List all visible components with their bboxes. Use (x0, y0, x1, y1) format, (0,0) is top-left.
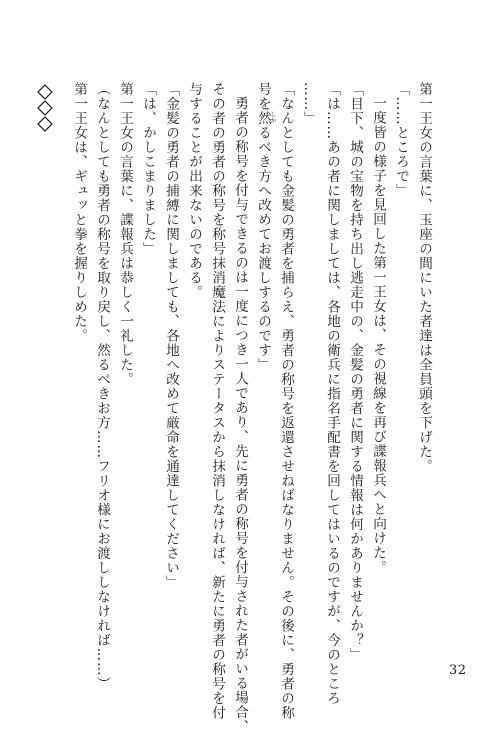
section-break-diamonds-icon (37, 84, 53, 132)
text-line-16: 第一王女は、ギュッと拳を握りしめた。 (71, 82, 87, 343)
text-line-13: 「は、かしこまりました」 (140, 82, 156, 256)
text-line-9: 勇者の称号を付与できるのは一度につき一人であり、先に勇者の称号を付与された者がいる場合、 (232, 96, 248, 734)
text-line-3: 一度皆の様子を見回した第一王女は、その視線を再び諜報兵へと向けた。 (370, 96, 386, 575)
text-line-10: その者の勇者の称号を称号抹消魔法によりステータスから抹消しなければ、新たに勇者の称号を付 (209, 82, 225, 720)
text-line-8: 号を然るべき方へ改めてお渡しするのです」 (255, 82, 271, 372)
text-line-5: 「は……あの者に関しましては、各地の衛兵に指名手配書を回してはいるのですが、今のところ (324, 82, 340, 706)
text-line-7: 「なんとしても金髪の勇者を捕らえ、勇者の称号を返還させねばなりません。その後に、勇者の称 (278, 82, 294, 720)
text-line-15: （なんとしても勇者の称号を取り戻し、然るべきお方……フリオ様にお渡ししなければ……） (94, 82, 110, 691)
page-number: 32 (449, 663, 467, 678)
text-line-1: 第一王女の言葉に、玉座の間にいた者達は全員頭を下げた。 (416, 82, 432, 474)
text-line-6: ……」 (301, 82, 317, 126)
text-line-2: 「……ところで」 (393, 82, 409, 198)
text-line-4: 「目下、城の宝物を持ち出し逃走中の、金髪の勇者に関する情報は何かありませんか？」 (347, 82, 363, 662)
text-line-11: 与することが出来ないのである。 (186, 82, 202, 300)
text-line-14: 第一王女の言葉に、諜報兵は恭しく一礼した。 (117, 82, 133, 387)
text-line-12: 「金髪の勇者の捕縛に関しましても、各地へ改めて厳命を通達してください」 (163, 82, 179, 590)
furigana-shika: しか (269, 111, 276, 123)
